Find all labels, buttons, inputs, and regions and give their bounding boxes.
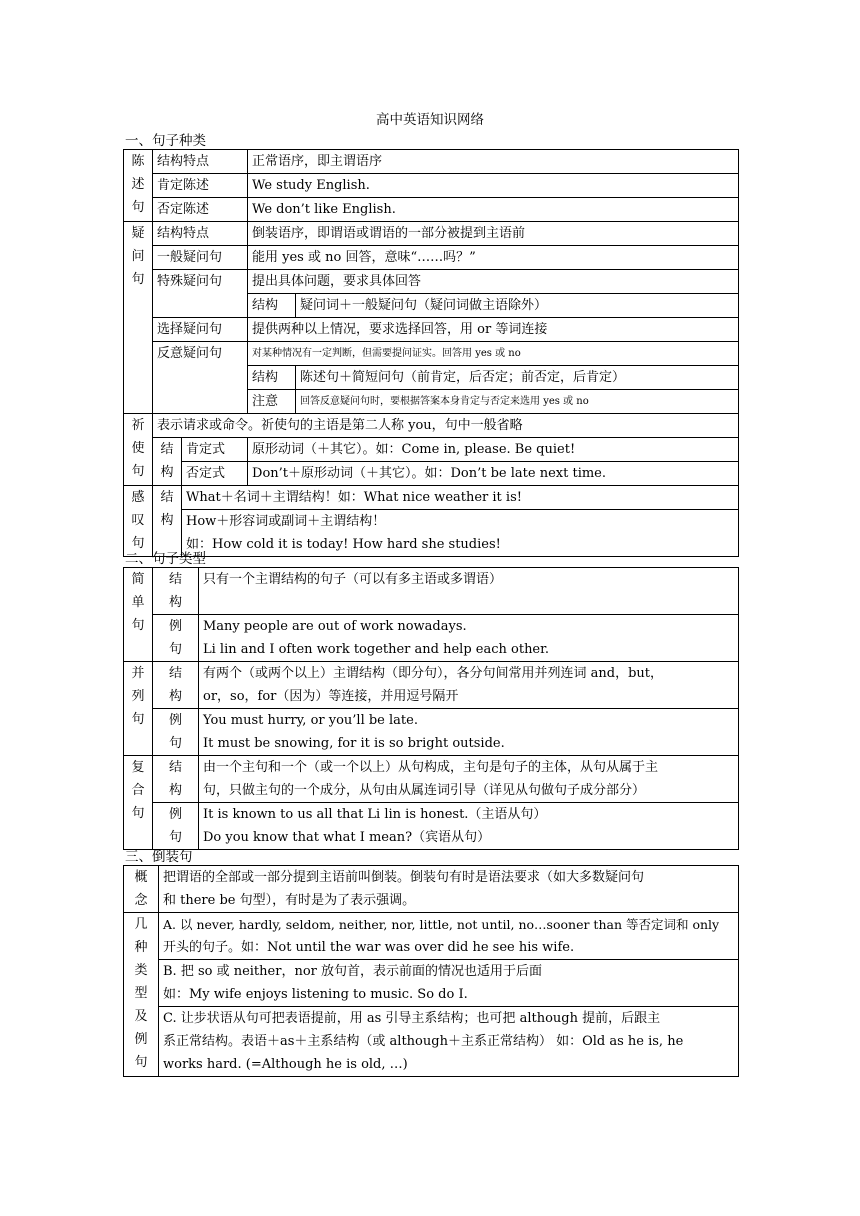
cell-value: 对某种情况有一定判断，但需要提问证实。回答用 yes 或 no [248,342,739,366]
label-jiegou: 结 构 [153,486,182,557]
inversion-table [123,865,739,1077]
label-jiegou: 结 构 [153,756,199,803]
label-liju: 例 句 [153,615,199,662]
label-gainian: 概 念 [124,866,159,913]
cell-value: B. 把 so 或 neither，nor 放句首，表示前面的情况也适用于后面 如：My wife enjoys listening to music. So do I. [159,960,739,1007]
cell-value: It is known to us all that Li lin is honest.（主语从句） Do you know that what I mean?（宾语从句） [199,803,739,850]
cell-value: 原形动词（＋其它）。如：Come in, please. Be quiet! [248,438,739,462]
label-types: 几 种 类 型 及 例 句 [124,913,159,1077]
cell-value: C. 让步状语从句可把表语提前，用 as 引导主系结构；也可把 although 提前，后跟主 系正常结构。表语＋as＋主系结构（或 although＋主系正常结构） 如：Old as he is, he works hard. (=Although he is old, …) [159,1007,739,1077]
sentence-kinds-table [123,149,739,557]
cell-value: 把谓语的全部或一部分提到主语前叫倒装。倒装句有时是语法要求（如大多数疑问句 和 there be 句型），有时是为了表示强调。 [159,866,739,913]
cell-key: 特殊疑问句 [153,270,248,318]
cell-value: 由一个主句和一个（或一个以上）从句构成，主句是句子的主体，从句从属于主 句，只做主句的一个成分，从句由从属连词引导（详见从句做句子成分部分） [199,756,739,803]
page-title: 高中英语知识网络 [376,112,484,128]
cell-value: 陈述句＋简短问句（前肯定，后否定；前否定，后肯定） [296,366,739,390]
cell-value: A. 以 never, hardly, seldom, neither, nor, little, not until, no…sooner than 等否定词和 only 开头的句子。如：Not until the war was over did he see his wife. [159,913,739,960]
cell-value: 提出具体问题，要求具体回答 [248,270,739,294]
label-jiegou: 结 构 [153,438,182,486]
cell-value: 提供两种以上情况，要求选择回答，用 or 等词连接 [248,318,739,342]
cell-subkey: 结构 [248,294,296,318]
label-liju: 例 句 [153,803,199,850]
cell-key: 选择疑问句 [153,318,248,342]
label-yiwen: 疑 问 句 [124,222,153,414]
section-heading-3: 三、倒装句 [125,849,193,865]
label-gantan: 感 叹 句 [124,486,153,557]
cell-value: 有两个（或两个以上）主谓结构（即分句），各分句间常用并列连词 and，but， or，so，for（因为）等连接，并用逗号隔开 [199,662,739,709]
label-jiegou: 结 构 [153,568,199,615]
cell-value: 疑问词＋一般疑问句（疑问词做主语除外） [296,294,739,318]
cell-key: 否定陈述 [153,198,248,222]
cell-value: 倒装语序，即谓语或谓语的一部分被提到主语前 [248,222,739,246]
cell-value: What＋名词＋主谓结构！如：What nice weather it is! [182,486,739,510]
label-binglie: 并 列 句 [124,662,153,756]
label-liju: 例 句 [153,709,199,756]
cell-key: 一般疑问句 [153,246,248,270]
cell-value: We don’t like English. [248,198,739,222]
sentence-types-table [123,567,739,850]
cell-value: How＋形容词或副词＋主谓结构！ 如：How cold it is today! How hard she studies! [182,510,739,557]
cell-value: 回答反意疑问句时，要根据答案本身肯定与否定来选用 yes 或 no [296,390,739,414]
cell-value: 表示请求或命令。祈使句的主语是第二人称 you，句中一般省略 [153,414,739,438]
label-qishi: 祈 使 句 [124,414,153,486]
cell-key: 肯定式 [182,438,248,462]
cell-value: Many people are out of work nowadays. Li lin and I often work together and help each other. [199,615,739,662]
label-chenshu: 陈 述 句 [124,150,153,222]
cell-value: 正常语序，即主谓语序 [248,150,739,174]
cell-key: 结构特点 [153,222,248,246]
cell-key: 结构特点 [153,150,248,174]
cell-subkey: 注意 [248,390,296,414]
label-jiegou: 结 构 [153,662,199,709]
cell-key: 反意疑问句 [153,342,248,414]
cell-key: 肯定陈述 [153,174,248,198]
cell-value: We study English. [248,174,739,198]
cell-value: You must hurry, or you’ll be late. It must be snowing, for it is so bright outside. [199,709,739,756]
cell-key: 否定式 [182,462,248,486]
label-jiandan: 简 单 句 [124,568,153,662]
label-fuhe: 复 合 句 [124,756,153,850]
cell-value: 能用 yes 或 no 回答，意味“……吗？” [248,246,739,270]
section-heading-2: 二、句子类型 [125,551,206,567]
cell-value: 只有一个主谓结构的句子（可以有多主语或多谓语） [199,568,739,615]
section-heading-1: 一、句子种类 [125,133,206,149]
cell-value: Don’t＋原形动词（＋其它）。如：Don’t be late next time. [248,462,739,486]
cell-subkey: 结构 [248,366,296,390]
